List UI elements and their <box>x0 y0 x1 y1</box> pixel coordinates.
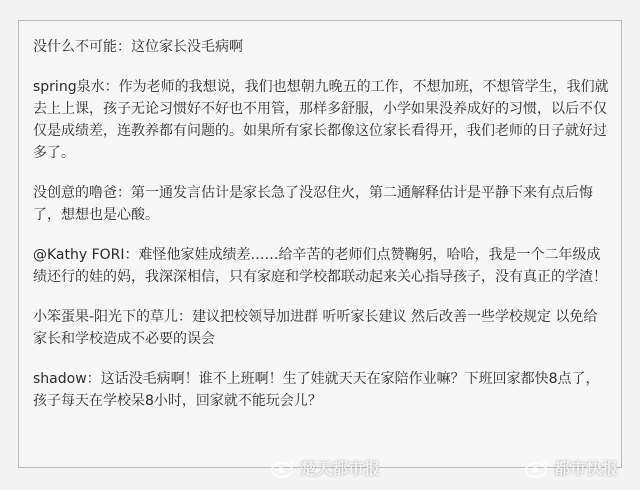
comment-user: shadow： <box>33 371 101 387</box>
comment-text: 第一通发言估计是家长急了没忍住火，第二通解释估计是平静下来有点后悔了，想想也是心酸。 <box>33 185 593 223</box>
comment-item <box>33 76 611 164</box>
comment-user: 没创意的噜爸： <box>33 185 131 201</box>
comment-text: 这位家长没毛病啊 <box>131 39 243 55</box>
comment-item <box>33 244 611 288</box>
comment-user: spring泉水： <box>33 79 119 95</box>
comment-text: 建议把校领导加进群 听听家长建议 然后改善一些学校规定 以免给家长和学校造成不必要的误会 <box>33 309 598 347</box>
comment-item <box>33 36 611 58</box>
comment-user: 小笨蛋果-阳光下的草儿： <box>33 309 193 325</box>
comment-user: @Kathy FORI： <box>33 247 139 263</box>
comment-user: 没什么不可能： <box>33 39 131 55</box>
comment-list <box>33 36 611 430</box>
comment-item <box>33 182 611 226</box>
watermark-left-text: 楚天都市报 <box>300 459 381 478</box>
comment-text: 难怪他家娃成绩差……给辛苦的老师们点赞鞠躬，哈哈，我是一个二年级成绩还行的娃的妈，我深深相信，只有家庭和学校都联动起来关心指导孩子，没有真正的学渣！ <box>33 247 607 285</box>
watermark-right-text: 都市快报 <box>554 459 619 478</box>
comment-text: 作为老师的我想说，我们也想朝九晚五的工作，不想加班，不想管学生，我们就去上上课，孩子无论习惯好不好也不用管，那样多舒服，小学如果没养成好的习惯，以后不仅仅是成绩差，连教养都有问题的。如果所有家长都像这位家长看得开，我们老师的日子就好过多了。 <box>33 79 609 161</box>
comment-text: 这话没毛病啊！谁不上班啊！生了娃就天天在家陪作业嘛？下班回家都快8点了，孩子每天在学校呆8小时，回家就不能玩会儿？ <box>33 371 600 409</box>
comment-item <box>33 368 611 412</box>
comment-item <box>33 306 611 350</box>
